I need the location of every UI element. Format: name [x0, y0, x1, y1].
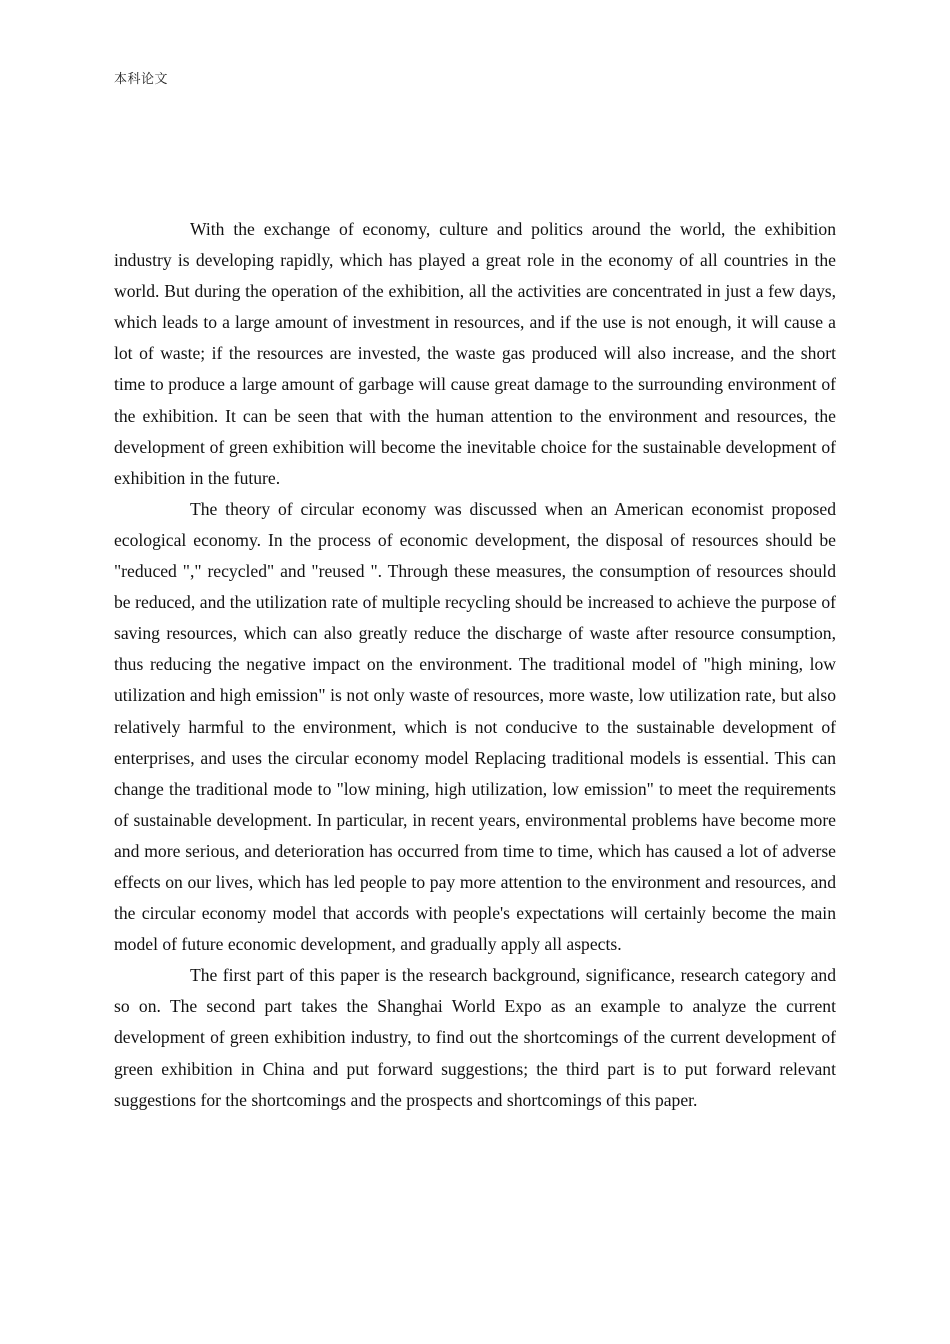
paragraph-intro: With the exchange of economy, culture and politics around the world, the exhibition industry is developing rapidly, which has played a great role in the economy of all countries in the world. But during the operation of the exhibition, all the activities are concentrated in just a few days, which leads to a large amount of investment in resources, and if the use is not enough, it will cause a lot of waste; if the resources are invested, the waste gas produced will also increase, and the short time to produce a large amount of garbage will cause great damage to the surrounding environment of the exhibition. It can be seen that with the human attention to the environment and resources, the development of green exhibition will become the inevitable choice for the sustainable development of exhibition in the future. [114, 219, 836, 488]
page-header-label: 本科论文 [114, 72, 169, 87]
document-body [114, 214, 836, 1116]
paragraph-structure: The first part of this paper is the research background, significance, research category and so on. The second part takes the Shanghai World Expo as an example to analyze the current development of green exhibition industry, to find out the shortcomings of the current development of green exhibition in China and put forward suggestions; the third part is to put forward relevant suggestions for the shortcomings and the prospects and shortcomings of this paper. [114, 965, 836, 1110]
paragraph-circular-economy: The theory of circular economy was discussed when an American economist proposed ecological economy. In the process of economic development, the disposal of resources should be "reduced "," recycled" and "reused ". Through these measures, the consumption of resources should be reduced, and the utilization rate of multiple recycling should be increased to achieve the purpose of saving resources, which can also greatly reduce the discharge of waste after resource consumption, thus reducing the negative impact on the environment. The traditional model of "high mining, low utilization and high emission" is not only waste of resources, more waste, low utilization rate, but also relatively harmful to the environment, which is not conducive to the sustainable development of enterprises, and uses the circular economy model Replacing traditional models is essential. This can change the traditional mode to "low mining, high utilization, low emission" to meet the requirements of sustainable development. In particular, in recent years, environmental problems have become more and more serious, and deterioration has occurred from time to time, which has caused a lot of adverse effects on our lives, which has led people to pay more attention to the environment and resources, and the circular economy model that accords with people's expectations will certainly become the main model of future economic development, and gradually apply all aspects. [114, 498, 836, 955]
